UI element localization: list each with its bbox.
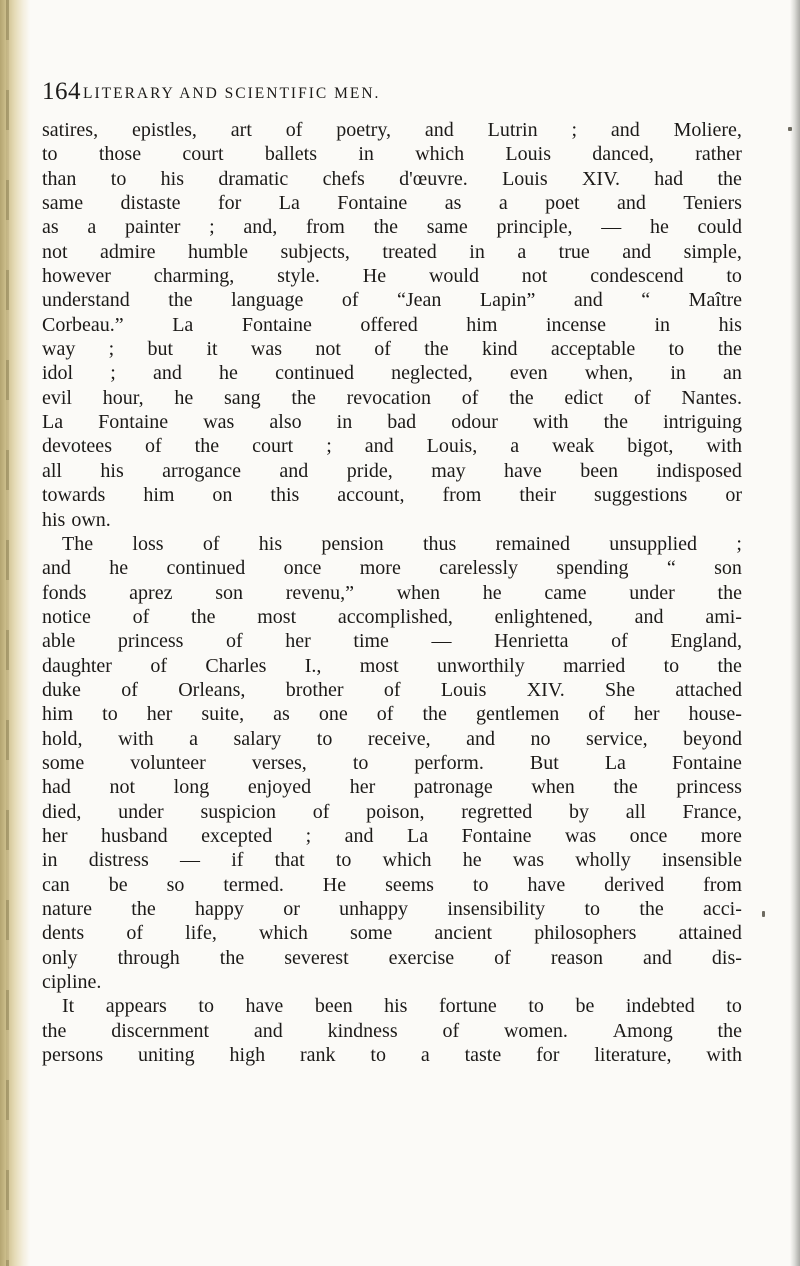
text-line: notice of the most accomplished, enlightened, and ami- xyxy=(42,605,742,628)
text-line: duke of Orleans, brother of Louis XIV. She attached xyxy=(42,678,742,701)
text-line: evil hour, he sang the revocation of the edict of Nantes. xyxy=(42,386,742,409)
text-line: only through the severest exercise of reason and dis- xyxy=(42,946,742,969)
text-line: than to his dramatic chefs d'œuvre. Louis XIV. had the xyxy=(42,167,742,190)
page-edge-shadow xyxy=(790,0,800,1266)
text-line: his own. xyxy=(42,508,111,531)
text-line: able princess of her time — Henrietta of England, xyxy=(42,630,742,653)
body-text xyxy=(42,118,742,1067)
text-line: the discernment and kindness of women. Among the xyxy=(42,1019,742,1042)
page-number: 164 xyxy=(42,78,81,105)
text-line: devotees of the court ; and Louis, a weak bigot, with xyxy=(42,435,742,458)
text-line: her husband excepted ; and La Fontaine was once more xyxy=(42,824,742,847)
page-binding-shadow xyxy=(0,0,30,1266)
text-line: satires, epistles, art of poetry, and Lutrin ; and Moliere, xyxy=(42,119,742,141)
text-line: daughter of Charles I., most unworthily married to the xyxy=(42,654,742,677)
text-line: in distress — if that to which he was wholly insensible xyxy=(42,849,742,872)
text-line: all his arrogance and pride, may have been indisposed xyxy=(42,459,742,482)
running-title: LITERARY AND SCIENTIFIC MEN. xyxy=(83,85,381,102)
text-line: understand the language of “Jean Lapin” and “ Maître xyxy=(42,289,742,312)
text-line: It appears to have been his fortune to be indebted to xyxy=(62,995,742,1018)
text-line: hold, with a salary to receive, and no service, beyond xyxy=(42,727,742,750)
text-line: to those court ballets in which Louis danced, rather xyxy=(42,143,742,166)
text-line: persons uniting high rank to a taste for literature, with xyxy=(42,1044,742,1067)
text-line: La Fontaine was also in bad odour with the intriguing xyxy=(42,411,742,434)
text-line: Corbeau.” La Fontaine offered him incense in his xyxy=(42,313,742,336)
running-head xyxy=(42,78,742,110)
text-line: towards him on this account, from their suggestions or xyxy=(42,484,742,507)
text-line: him to her suite, as one of the gentlemen of her house- xyxy=(42,703,742,726)
text-line: died, under suspicion of poison, regretted by all France, xyxy=(42,800,742,823)
text-line: some volunteer verses, to perform. But La Fontaine xyxy=(42,751,742,774)
text-line: same distaste for La Fontaine as a poet and Teniers xyxy=(42,192,742,215)
text-line: fonds aprez son revenu,” when he came under the xyxy=(42,581,742,604)
text-line: can be so termed. He seems to have derived from xyxy=(42,873,742,896)
margin-mark xyxy=(788,127,792,131)
text-line: The loss of his pension thus remained unsupplied ; xyxy=(62,532,742,555)
text-line: idol ; and he continued neglected, even when, in an xyxy=(42,362,742,385)
text-line: had not long enjoyed her patronage when the princess xyxy=(42,776,742,799)
text-line: however charming, style. He would not condescend to xyxy=(42,265,742,288)
text-line: cipline. xyxy=(42,971,102,994)
margin-mark xyxy=(762,911,765,917)
text-line: and he continued once more carelessly spending “ son xyxy=(42,557,742,580)
text-line: nature the happy or unhappy insensibility to the acci- xyxy=(42,898,742,920)
text-line: dents of life, which some ancient philosophers attained xyxy=(42,922,742,945)
text-line: way ; but it was not of the kind acceptable to the xyxy=(42,338,742,361)
text-line: not admire humble subjects, treated in a true and simple, xyxy=(42,240,742,263)
text-line: as a painter ; and, from the same principle, — he could xyxy=(42,216,742,239)
